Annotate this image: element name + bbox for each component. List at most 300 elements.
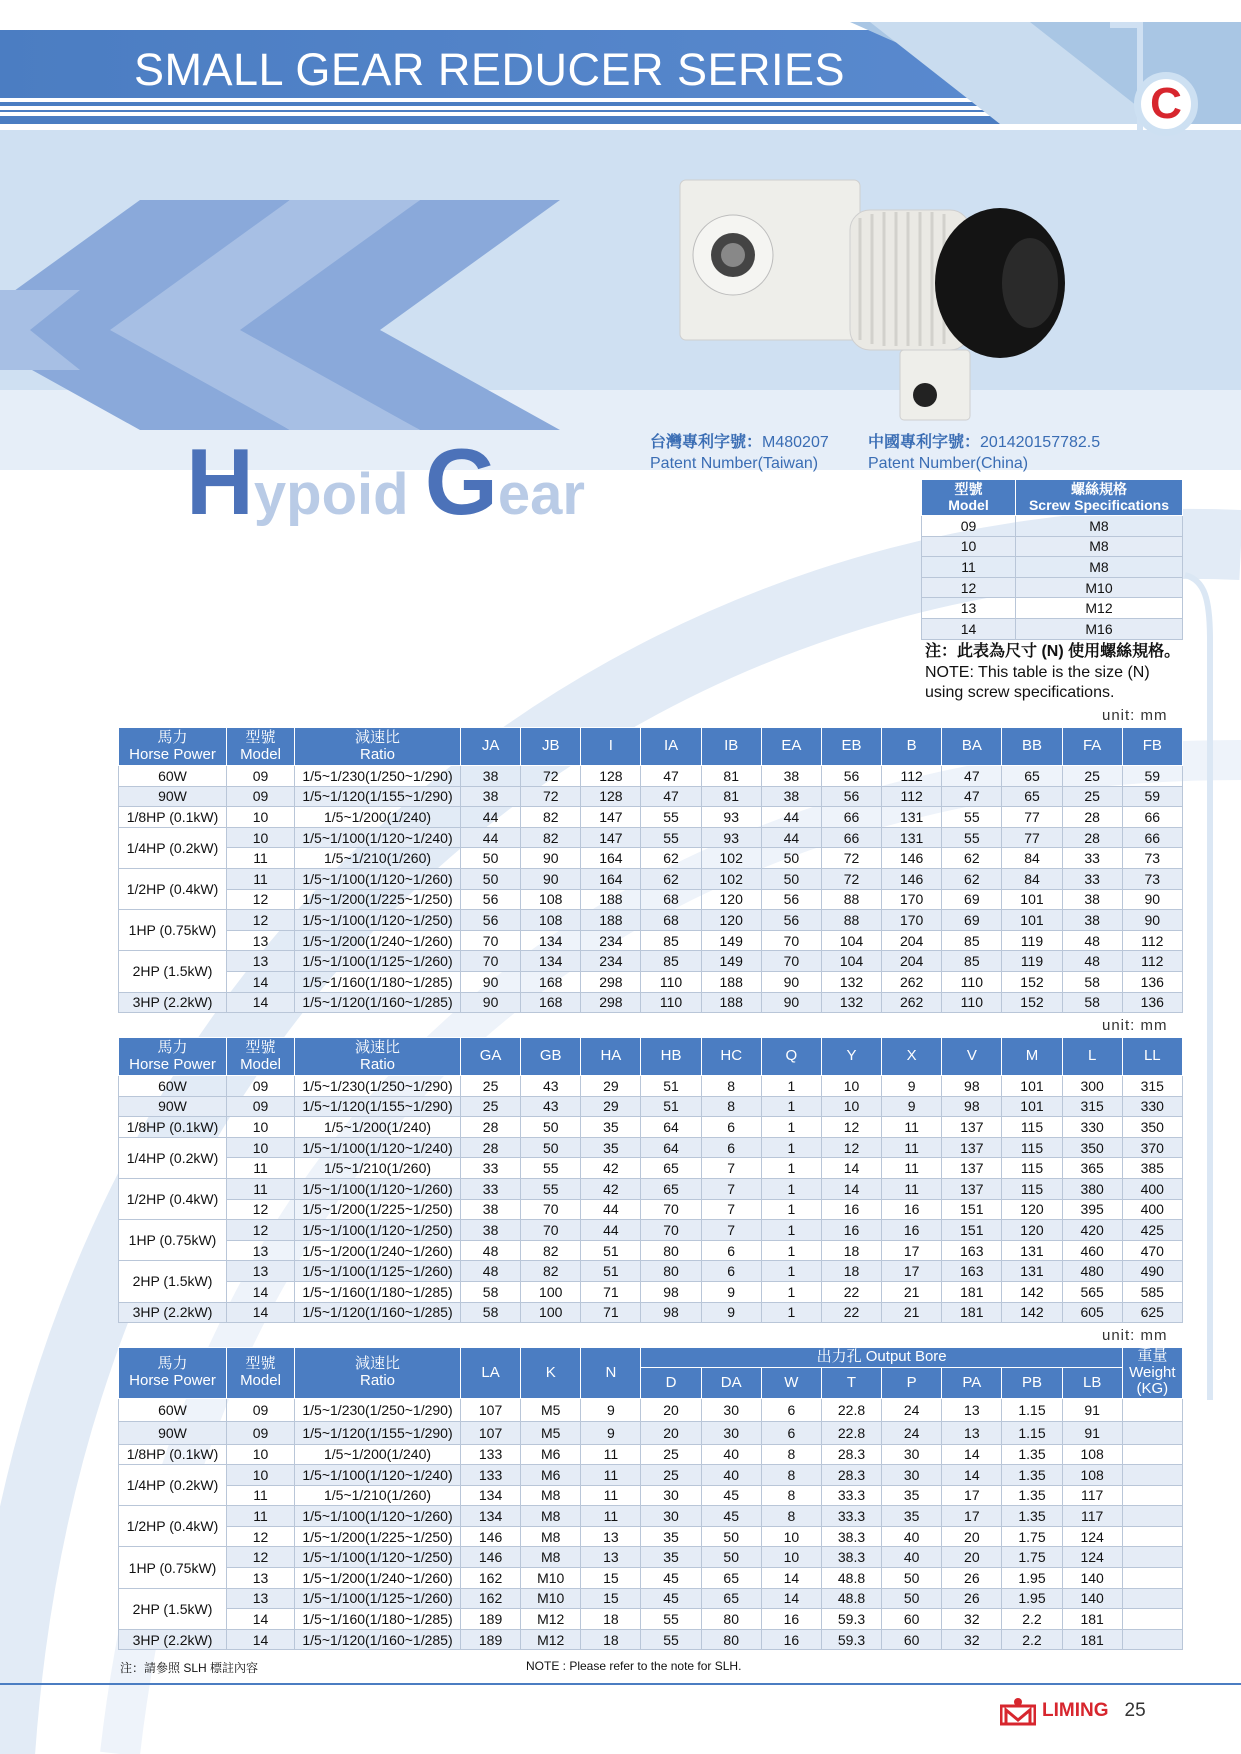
ratio-cell: 1/5~1/200(1/240~1/260) <box>295 930 461 951</box>
model-cell: 11 <box>227 1158 295 1179</box>
value-cell: 70 <box>641 1220 701 1241</box>
value-cell: 605 <box>1062 1302 1122 1323</box>
value-cell: 82 <box>521 1240 581 1261</box>
hypoid-h: H <box>186 429 254 534</box>
model-cell: 14 <box>227 1609 295 1630</box>
value-cell: 11 <box>581 1506 641 1527</box>
value-cell: 90 <box>1122 910 1182 931</box>
value-cell: 21 <box>882 1302 942 1323</box>
value-cell: 102 <box>701 848 761 869</box>
value-cell: 25 <box>1062 786 1122 807</box>
value-cell: 131 <box>1002 1261 1062 1282</box>
value-cell: 480 <box>1062 1261 1122 1282</box>
value-cell: 66 <box>1122 807 1182 828</box>
value-cell: 188 <box>701 992 761 1013</box>
screw-row <box>922 557 1183 578</box>
value-cell: 70 <box>641 1199 701 1220</box>
value-cell: 1 <box>761 1281 821 1302</box>
table-row <box>119 1609 1183 1630</box>
value-cell: 119 <box>1002 951 1062 972</box>
header-ratio <box>295 1348 461 1399</box>
value-cell: 137 <box>942 1137 1002 1158</box>
header-col-bb: BB <box>1002 728 1062 766</box>
value-cell: 585 <box>1122 1281 1182 1302</box>
value-cell: 22.8 <box>821 1421 881 1444</box>
ratio-cell: 1/5~1/200(1/240~1/260) <box>295 1568 461 1589</box>
patent-taiwan-label: 台灣專利字號： <box>650 434 763 451</box>
value-cell: 73 <box>1122 868 1182 889</box>
value-cell <box>1122 1588 1182 1609</box>
header-col-eb: EB <box>821 728 881 766</box>
value-cell: 22 <box>821 1302 881 1323</box>
value-cell: 146 <box>461 1526 521 1547</box>
ratio-cell: 1/5~1/200(1/240) <box>295 807 461 828</box>
value-cell: 1.95 <box>1002 1588 1062 1609</box>
footnote-zh: 注：請參照 SLH 標註內容 <box>120 1661 259 1675</box>
table-row <box>119 1117 1183 1138</box>
value-cell: 234 <box>581 951 641 972</box>
screw-row <box>922 598 1183 619</box>
ratio-cell: 1/5~1/230(1/250~1/290) <box>295 1076 461 1097</box>
value-cell: 50 <box>461 868 521 889</box>
header-row <box>119 728 1183 766</box>
value-cell: 117 <box>1062 1485 1122 1506</box>
header-model-zh: 型號 <box>245 1039 276 1056</box>
value-cell: 58 <box>461 1302 521 1323</box>
model-cell: 09 <box>227 1421 295 1444</box>
ratio-cell: 1/5~1/100(1/120~1/240) <box>295 827 461 848</box>
value-cell: 20 <box>641 1398 701 1421</box>
value-cell: 131 <box>1002 1240 1062 1261</box>
value-cell: 29 <box>581 1096 641 1117</box>
value-cell: 82 <box>521 1261 581 1282</box>
table-row <box>119 1629 1183 1650</box>
table-row <box>119 1302 1183 1323</box>
value-cell: 1 <box>761 1076 821 1097</box>
value-cell: 30 <box>641 1485 701 1506</box>
value-cell <box>1122 1444 1182 1465</box>
value-cell: 181 <box>1062 1609 1122 1630</box>
value-cell: 13 <box>942 1421 1002 1444</box>
value-cell: 140 <box>1062 1568 1122 1589</box>
value-cell: 20 <box>641 1421 701 1444</box>
value-cell: 8 <box>761 1465 821 1486</box>
header-col-ia: IA <box>641 728 701 766</box>
header-col-l: L <box>1062 1038 1122 1076</box>
value-cell: 137 <box>942 1117 1002 1138</box>
header-row <box>119 1038 1183 1076</box>
value-cell: 28 <box>461 1137 521 1158</box>
value-cell: 90 <box>461 992 521 1013</box>
table-row <box>119 992 1183 1013</box>
value-cell: 64 <box>641 1117 701 1138</box>
value-cell: 152 <box>1002 992 1062 1013</box>
value-cell: 59 <box>1122 786 1182 807</box>
value-cell: 385 <box>1122 1158 1182 1179</box>
value-cell: 146 <box>882 848 942 869</box>
screw-spec-table <box>921 479 1183 640</box>
model-cell: 13 <box>227 1588 295 1609</box>
value-cell: 1 <box>761 1178 821 1199</box>
value-cell: 1.95 <box>1002 1568 1062 1589</box>
model-cell: 12 <box>227 1199 295 1220</box>
value-cell: 8 <box>761 1506 821 1527</box>
value-cell: 170 <box>882 889 942 910</box>
model-cell: 13 <box>227 951 295 972</box>
value-cell <box>1122 1506 1182 1527</box>
model-cell: 11 <box>227 1485 295 1506</box>
value-cell: 8 <box>761 1444 821 1465</box>
value-cell: 9 <box>581 1421 641 1444</box>
value-cell: 149 <box>701 930 761 951</box>
value-cell: 81 <box>701 786 761 807</box>
value-cell: 43 <box>521 1096 581 1117</box>
value-cell: 149 <box>701 951 761 972</box>
dimension-table-2 <box>118 1037 1183 1323</box>
value-cell: 14 <box>821 1178 881 1199</box>
value-cell: 9 <box>581 1398 641 1421</box>
value-cell: M8 <box>521 1506 581 1527</box>
value-cell: 9 <box>701 1302 761 1323</box>
model-cell: 14 <box>227 1629 295 1650</box>
patent-taiwan <box>650 432 829 474</box>
value-cell: 2.2 <box>1002 1609 1062 1630</box>
horse-power-cell: 1/2HP (0.4kW) <box>119 1506 227 1547</box>
screw-model-cell: 11 <box>922 557 1016 578</box>
header-horse-power <box>119 1038 227 1076</box>
value-cell: 188 <box>701 971 761 992</box>
value-cell: 28 <box>1062 807 1122 828</box>
section-badge: C <box>1134 72 1198 136</box>
horse-power-cell: 1/8HP (0.1kW) <box>119 1117 227 1138</box>
value-cell: 108 <box>521 889 581 910</box>
value-cell: 91 <box>1062 1398 1122 1421</box>
value-cell: 44 <box>761 827 821 848</box>
value-cell: 98 <box>641 1281 701 1302</box>
value-cell: 11 <box>581 1485 641 1506</box>
value-cell: 14 <box>821 1158 881 1179</box>
value-cell: 1 <box>761 1220 821 1241</box>
value-cell: 59 <box>1122 766 1182 787</box>
value-cell: 24 <box>882 1398 942 1421</box>
value-cell: 16 <box>821 1220 881 1241</box>
value-cell: 38 <box>461 766 521 787</box>
header-ratio-zh: 減速比 <box>354 729 400 746</box>
value-cell: 189 <box>461 1629 521 1650</box>
value-cell: 70 <box>761 930 821 951</box>
value-cell: 44 <box>581 1220 641 1241</box>
value-cell: 12 <box>821 1117 881 1138</box>
value-cell: 120 <box>701 889 761 910</box>
value-cell: 38 <box>461 1199 521 1220</box>
horse-power-cell: 90W <box>119 786 227 807</box>
value-cell: 90 <box>761 992 821 1013</box>
value-cell: 33 <box>461 1158 521 1179</box>
screw-header-spec: 螺絲規格 Screw Specifications <box>1016 480 1183 516</box>
value-cell: 170 <box>882 910 942 931</box>
value-cell: 55 <box>521 1158 581 1179</box>
header-horse-power-en: Horse Power <box>129 1371 216 1389</box>
patent-taiwan-number: M480207 <box>762 434 829 451</box>
value-cell <box>1122 1526 1182 1547</box>
value-cell: 28.3 <box>821 1465 881 1486</box>
value-cell: 90 <box>761 971 821 992</box>
model-cell: 13 <box>227 930 295 951</box>
value-cell: 50 <box>701 1526 761 1547</box>
model-cell: 12 <box>227 1547 295 1568</box>
value-cell <box>1122 1421 1182 1444</box>
table-row <box>119 1588 1183 1609</box>
value-cell: 80 <box>701 1629 761 1650</box>
header-weight-zh: 重量 <box>1137 1347 1168 1364</box>
value-cell: 93 <box>701 807 761 828</box>
header-col-y: Y <box>821 1038 881 1076</box>
value-cell: 142 <box>1002 1302 1062 1323</box>
dimension-table-1 <box>118 727 1183 1013</box>
ratio-cell: 1/5~1/100(1/125~1/260) <box>295 1588 461 1609</box>
screw-model-cell: 12 <box>922 577 1016 598</box>
value-cell: 104 <box>821 930 881 951</box>
table-row <box>119 889 1183 910</box>
ratio-cell: 1/5~1/120(1/155~1/290) <box>295 1421 461 1444</box>
value-cell: 45 <box>641 1568 701 1589</box>
header-col-ib: IB <box>701 728 761 766</box>
value-cell: M10 <box>521 1568 581 1589</box>
value-cell: 48 <box>461 1261 521 1282</box>
ratio-cell: 1/5~1/200(1/240) <box>295 1117 461 1138</box>
value-cell: 40 <box>701 1444 761 1465</box>
model-cell: 10 <box>227 827 295 848</box>
model-cell: 12 <box>227 1526 295 1547</box>
table-row <box>119 951 1183 972</box>
value-cell: 1.35 <box>1002 1444 1062 1465</box>
value-cell: 73 <box>1122 848 1182 869</box>
value-cell: 18 <box>821 1261 881 1282</box>
value-cell: 33 <box>1062 848 1122 869</box>
value-cell: 163 <box>942 1261 1002 1282</box>
value-cell: 56 <box>821 766 881 787</box>
patent-taiwan-en: Patent Number(Taiwan) <box>650 455 819 472</box>
model-cell: 14 <box>227 1302 295 1323</box>
value-cell: 58 <box>461 1281 521 1302</box>
value-cell: 112 <box>1122 951 1182 972</box>
table-row <box>119 930 1183 951</box>
value-cell: 33.3 <box>821 1506 881 1527</box>
value-cell: 124 <box>1062 1547 1122 1568</box>
header-output-bore: 出力孔 Output Bore <box>641 1348 1122 1368</box>
value-cell: 298 <box>581 992 641 1013</box>
model-cell: 09 <box>227 766 295 787</box>
value-cell: 69 <box>942 889 1002 910</box>
value-cell: 7 <box>701 1158 761 1179</box>
value-cell: M8 <box>521 1547 581 1568</box>
value-cell: 40 <box>701 1465 761 1486</box>
horse-power-cell: 1/8HP (0.1kW) <box>119 1444 227 1465</box>
value-cell: 140 <box>1062 1588 1122 1609</box>
value-cell: 85 <box>641 951 701 972</box>
value-cell: 6 <box>701 1117 761 1138</box>
value-cell: 93 <box>701 827 761 848</box>
screw-header-model: 型號 Model <box>922 480 1016 516</box>
value-cell: 16 <box>761 1609 821 1630</box>
value-cell: M6 <box>521 1465 581 1486</box>
value-cell: 22 <box>821 1281 881 1302</box>
screw-model-cell: 14 <box>922 618 1016 639</box>
value-cell: 50 <box>761 848 821 869</box>
header-model-zh: 型號 <box>245 729 276 746</box>
value-cell: 12 <box>821 1137 881 1158</box>
value-cell: 62 <box>641 868 701 889</box>
value-cell: 100 <box>521 1302 581 1323</box>
value-cell: 6 <box>761 1421 821 1444</box>
value-cell: 90 <box>521 868 581 889</box>
value-cell: 62 <box>641 848 701 869</box>
value-cell: M8 <box>521 1485 581 1506</box>
header-col-ea: EA <box>761 728 821 766</box>
value-cell: 1 <box>761 1117 821 1138</box>
model-cell: 09 <box>227 1076 295 1097</box>
value-cell: 147 <box>581 807 641 828</box>
value-cell: 11 <box>882 1178 942 1199</box>
value-cell: 181 <box>942 1302 1002 1323</box>
value-cell: 45 <box>701 1506 761 1527</box>
value-cell: 108 <box>521 910 581 931</box>
value-cell: 35 <box>882 1506 942 1527</box>
value-cell: 38.3 <box>821 1526 881 1547</box>
value-cell: 25 <box>461 1076 521 1097</box>
value-cell: 65 <box>1002 766 1062 787</box>
ratio-cell: 1/5~1/120(1/160~1/285) <box>295 1629 461 1650</box>
value-cell: 71 <box>581 1302 641 1323</box>
value-cell: 56 <box>761 889 821 910</box>
unit-label-2: unit: mm <box>1102 1017 1168 1034</box>
value-cell: 55 <box>641 1609 701 1630</box>
value-cell: 262 <box>882 971 942 992</box>
value-cell: 90 <box>461 971 521 992</box>
horse-power-cell: 1HP (0.75kW) <box>119 1220 227 1261</box>
value-cell: 98 <box>942 1096 1002 1117</box>
header-col-ll: LL <box>1122 1038 1182 1076</box>
value-cell: 59.3 <box>821 1609 881 1630</box>
value-cell <box>1122 1485 1182 1506</box>
value-cell: 490 <box>1122 1261 1182 1282</box>
value-cell: 13 <box>581 1526 641 1547</box>
value-cell: 28.3 <box>821 1444 881 1465</box>
value-cell: 134 <box>461 1506 521 1527</box>
model-cell: 10 <box>227 807 295 828</box>
value-cell: 370 <box>1122 1137 1182 1158</box>
value-cell: 8 <box>701 1096 761 1117</box>
table-row <box>119 1158 1183 1179</box>
screw-spec-cell: M8 <box>1016 516 1183 537</box>
value-cell: 30 <box>701 1421 761 1444</box>
table-row <box>119 766 1183 787</box>
table-row <box>119 848 1183 869</box>
value-cell: 56 <box>821 786 881 807</box>
value-cell: 6 <box>701 1137 761 1158</box>
ratio-cell: 1/5~1/100(1/120~1/240) <box>295 1137 461 1158</box>
value-cell: 162 <box>461 1568 521 1589</box>
value-cell: 137 <box>942 1158 1002 1179</box>
value-cell <box>1122 1629 1182 1650</box>
value-cell: 85 <box>942 951 1002 972</box>
header-col-m: M <box>1002 1038 1062 1076</box>
screw-row <box>922 577 1183 598</box>
value-cell: 420 <box>1062 1220 1122 1241</box>
value-cell: 25 <box>641 1465 701 1486</box>
value-cell: 7 <box>701 1178 761 1199</box>
value-cell: 47 <box>942 766 1002 787</box>
model-cell: 14 <box>227 971 295 992</box>
value-cell <box>1122 1568 1182 1589</box>
table-row <box>119 1444 1183 1465</box>
value-cell: 17 <box>942 1506 1002 1527</box>
model-cell: 11 <box>227 1178 295 1199</box>
value-cell: 108 <box>1062 1465 1122 1486</box>
value-cell: 136 <box>1122 971 1182 992</box>
value-cell: 44 <box>761 807 821 828</box>
footnote-en: NOTE : Please refer to the note for SLH. <box>526 1659 742 1673</box>
value-cell: 58 <box>1062 992 1122 1013</box>
value-cell: 110 <box>641 992 701 1013</box>
value-cell: 68 <box>641 889 701 910</box>
value-cell: 45 <box>641 1588 701 1609</box>
table-row <box>119 1281 1183 1302</box>
value-cell: 151 <box>942 1199 1002 1220</box>
value-cell: 128 <box>581 786 641 807</box>
value-cell: 15 <box>581 1568 641 1589</box>
horse-power-cell: 1/4HP (0.2kW) <box>119 1137 227 1178</box>
value-cell: 40 <box>882 1547 942 1568</box>
horse-power-cell: 3HP (2.2kW) <box>119 1629 227 1650</box>
header-model <box>227 1348 295 1399</box>
value-cell: 181 <box>942 1281 1002 1302</box>
value-cell: 29 <box>581 1076 641 1097</box>
header-col-ba: BA <box>942 728 1002 766</box>
value-cell: 20 <box>942 1547 1002 1568</box>
ratio-cell: 1/5~1/100(1/120~1/260) <box>295 868 461 889</box>
ratio-cell: 1/5~1/100(1/125~1/260) <box>295 951 461 972</box>
value-cell: M6 <box>521 1444 581 1465</box>
header-col-ja: JA <box>461 728 521 766</box>
header-col-n: N <box>581 1348 641 1399</box>
value-cell: 51 <box>581 1261 641 1282</box>
value-cell: 72 <box>521 766 581 787</box>
value-cell: 151 <box>942 1220 1002 1241</box>
model-cell: 10 <box>227 1117 295 1138</box>
value-cell: 134 <box>521 930 581 951</box>
value-cell: 395 <box>1062 1199 1122 1220</box>
value-cell: 146 <box>882 868 942 889</box>
value-cell: 66 <box>821 827 881 848</box>
value-cell: 117 <box>1062 1506 1122 1527</box>
value-cell: 82 <box>521 807 581 828</box>
value-cell: 16 <box>821 1199 881 1220</box>
value-cell: 21 <box>882 1281 942 1302</box>
ratio-cell: 1/5~1/200(1/225~1/250) <box>295 1526 461 1547</box>
ratio-cell: 1/5~1/210(1/260) <box>295 1158 461 1179</box>
value-cell: 14 <box>761 1568 821 1589</box>
value-cell: 25 <box>461 1096 521 1117</box>
value-cell: 85 <box>641 930 701 951</box>
value-cell: 11 <box>882 1158 942 1179</box>
value-cell: 2.2 <box>1002 1629 1062 1650</box>
value-cell: 120 <box>1002 1199 1062 1220</box>
value-cell: 38 <box>761 786 821 807</box>
ratio-cell: 1/5~1/120(1/160~1/285) <box>295 992 461 1013</box>
value-cell: 133 <box>461 1465 521 1486</box>
value-cell: 131 <box>882 807 942 828</box>
